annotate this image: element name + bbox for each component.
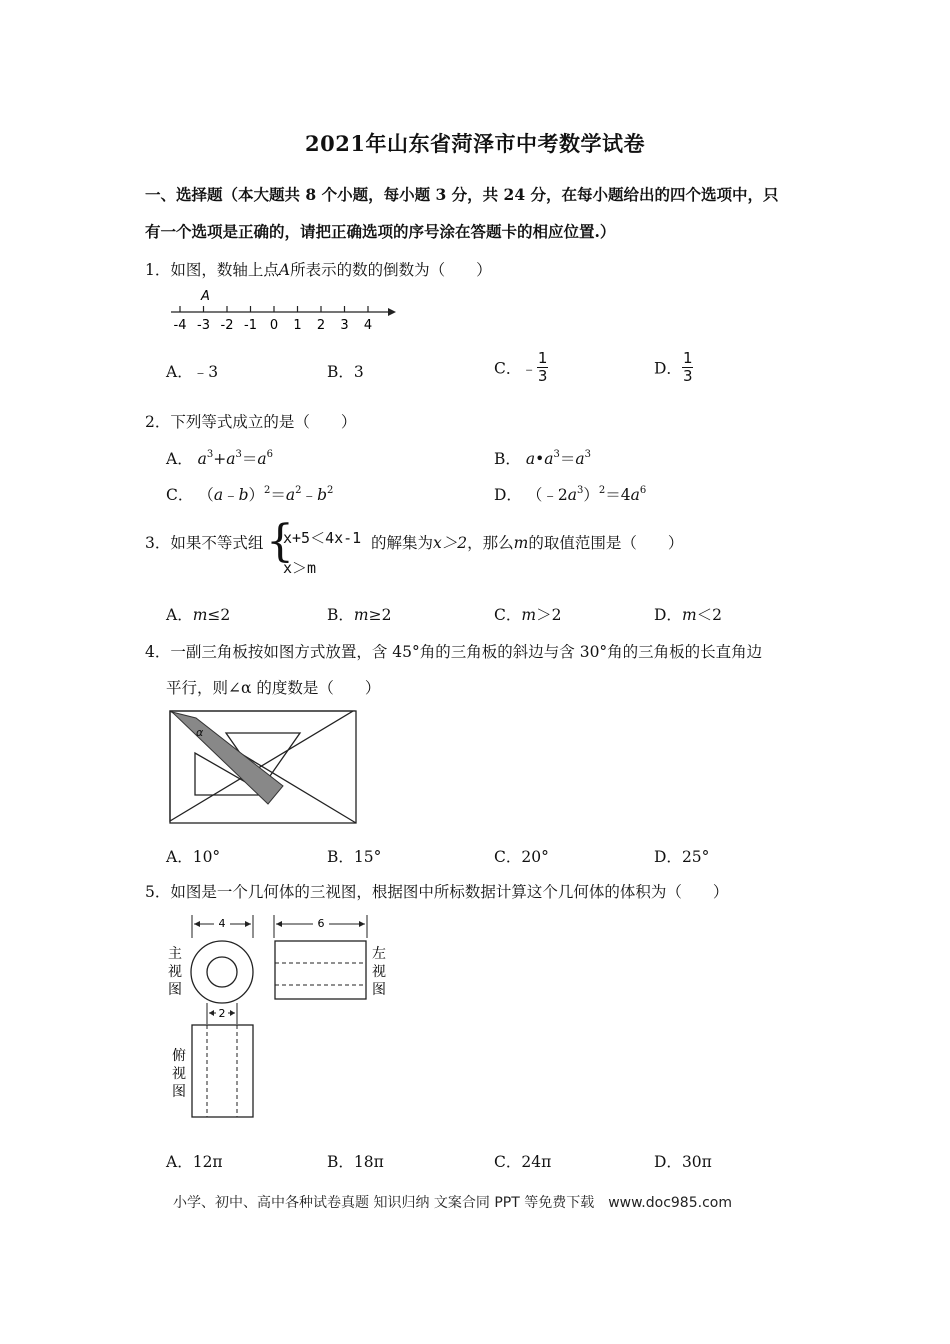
q1-option-a[interactable]: A．﹣3 [166,363,219,381]
fraction: $\frac{1}{3}$ [537,349,548,385]
q3-option-b[interactable]: B．m≥2 [327,606,392,624]
question-text: 如图，数轴上点 [170,261,279,279]
front-outer-circle [191,941,253,1003]
q5-option-a[interactable]: A．12π [166,1153,223,1171]
number-line-figure [166,284,406,334]
page-footer: 小学、初中、高中各种试卷真题 知识归纳 文案合同 PPT 等免费下载 www.doc985.com [173,1195,732,1211]
side-rect [275,941,366,999]
q3-option-d[interactable]: D．m＜2 [654,606,723,624]
question-number: 1． [145,261,171,279]
top-rect [192,1025,253,1117]
fraction: $\frac{1}{3}$ [682,349,693,385]
q2-option-d[interactable]: D． $(﹣2a^3)^2=4a^6$ [494,485,647,504]
question-1 [145,258,492,280]
top-dim-label: 2 [218,1007,226,1020]
section-heading-line1: 一、选择题（本大题共 8 个小题，每小题 3 分，共 24 分，在每小题给出的四个选项中，只 [145,185,779,204]
front-view-label: 主视图 [168,946,182,998]
tick-label: 2 [316,318,326,333]
q2-option-a[interactable]: A． $a^3+a^3=a^6$ [166,449,274,468]
front-dim-label: 4 [218,917,226,930]
question-4-line1: 4．一副三角板按如图方式放置，含 45°角的三角板的斜边与含 30°角的三角板的长直角边 [145,643,763,661]
question-text: 所表示的数的倒数为（ ） [290,261,492,279]
question-4-line2: 平行，则∠α 的度数是（ ） [166,679,381,697]
q5-option-c[interactable]: C．24π [494,1153,552,1171]
side-view-label: 左视图 [372,946,386,998]
top-view-label: 俯视图 [172,1048,186,1100]
q1-option-d[interactable]: D． $\frac{1}{3}$ [654,349,693,385]
alpha-label: α [196,726,204,739]
system-brace: { [266,516,294,567]
q2-option-c[interactable]: C． $(a﹣b)^2=a^2﹣b^2$ [166,485,334,504]
front-inner-circle [207,957,237,987]
point-variable: A [278,261,291,279]
section-heading-line2: 有一个选项是正确的，请把正确选项的序号涂在答题卡的相应位置.） [145,222,616,241]
tick-label: 0 [269,318,279,333]
q1-option-b[interactable]: B．3 [327,363,364,381]
forty-five-degree-triangle [172,712,283,804]
tick-label: 4 [363,318,373,333]
question-3-suffix: 的解集为x＞2，那么m的取值范围是（ ） [371,534,684,552]
q4-option-c[interactable]: C．20° [494,848,549,866]
tick-label: -4 [173,318,187,333]
tick-label: -3 [197,318,210,333]
three-view-figure [164,908,396,1120]
page-title: 2021年山东省菏泽市中考数学试卷 [305,131,645,156]
side-dim-label: 6 [317,917,325,930]
q5-option-b[interactable]: B．18π [327,1153,384,1171]
system-row-1: x+5＜4x-1 [283,529,362,547]
q4-option-a[interactable]: A．10° [166,848,221,866]
point-a-label: A [201,289,210,304]
question-2: 2．下列等式成立的是（ ） [145,413,357,431]
question-3-prefix: 3．如果不等式组 [145,534,264,552]
number-line-ticks [174,306,373,333]
q3-option-a[interactable]: A．m≤2 [166,606,231,624]
number-line-arrow [388,308,396,316]
tick-label: -2 [220,318,234,333]
q5-option-d[interactable]: D．30π [654,1153,712,1171]
tick-label: 3 [340,318,349,333]
tick-label: 1 [293,318,302,333]
q2-option-b[interactable]: B． $a•a^3=a^3$ [494,449,591,468]
q4-option-b[interactable]: B．15° [327,848,382,866]
q4-option-d[interactable]: D．25° [654,848,710,866]
q3-option-c[interactable]: C．m＞2 [494,606,562,624]
question-5: 5．如图是一个几何体的三视图，根据图中所标数据计算这个几何体的体积为（ ） [145,883,729,901]
triangle-rulers-figure [168,708,360,826]
system-row-2: x＞m [283,559,317,577]
q1-option-c[interactable]: C．﹣ $\frac{1}{3}$ [494,349,548,385]
tick-label: -1 [244,318,257,333]
